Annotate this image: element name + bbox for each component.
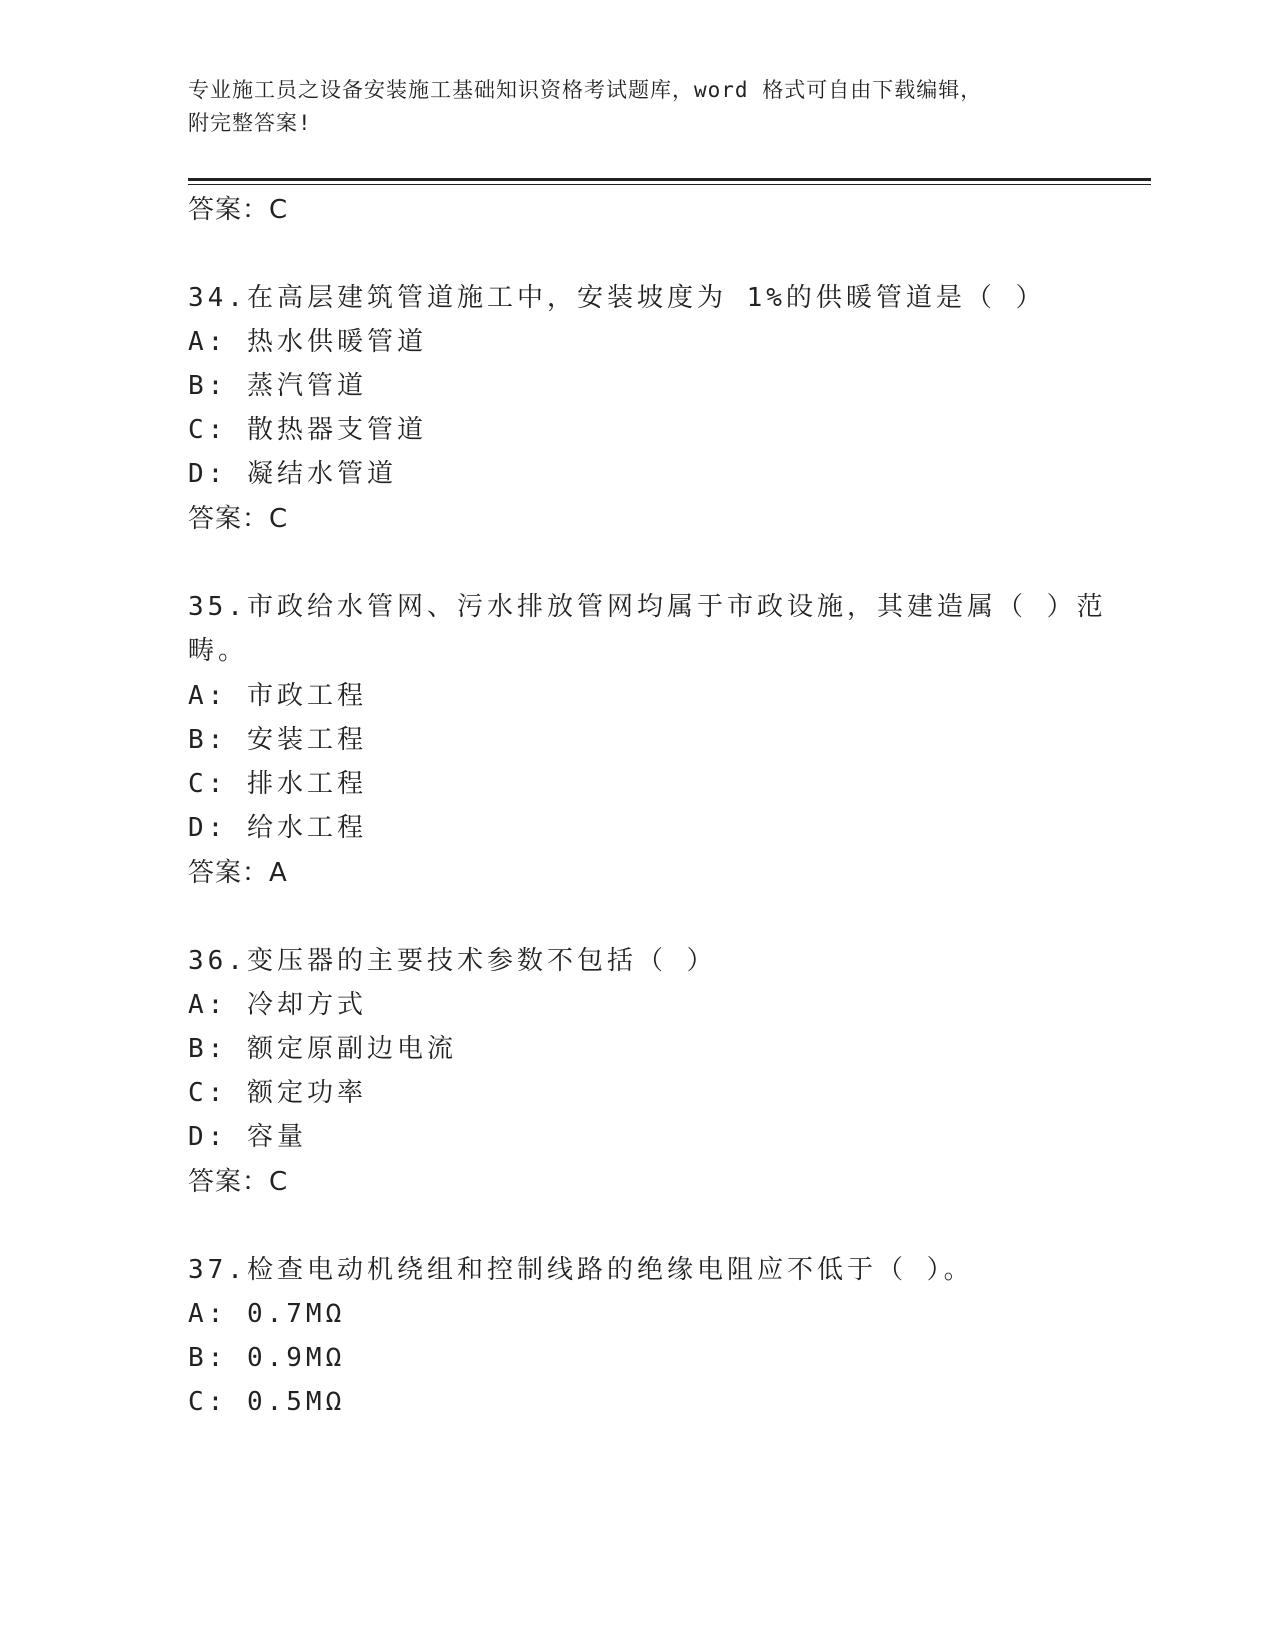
question-35-option-b: B: 安装工程 (188, 725, 367, 755)
document-header (188, 74, 1088, 140)
question-35-stem-line-1: 35.市政给水管网、污水排放管网均属于市政设施，其建造属（ ）范 (188, 592, 1107, 622)
question-35-option-a: A: 市政工程 (188, 681, 367, 711)
question-36-stem: 36.变压器的主要技术参数不包括（ ） (188, 946, 717, 976)
question-34-option-d: D: 凝结水管道 (188, 459, 397, 489)
question-36-option-a: A: 冷却方式 (188, 990, 367, 1020)
question-36-answer: 答案：C (188, 1167, 289, 1197)
question-37-option-c: C: 0.5MΩ (188, 1387, 346, 1417)
question-35-stem-line-2: 畴。 (188, 636, 249, 666)
question-37-option-b: B: 0.9MΩ (188, 1343, 346, 1373)
header-line-2: 附完整答案! (188, 111, 312, 135)
question-35-answer: 答案：A (188, 858, 288, 888)
question-34-option-c: C: 散热器支管道 (188, 415, 427, 445)
question-37-stem: 37.检查电动机绕组和控制线路的绝缘电阻应不低于（ ）。 (188, 1255, 974, 1285)
question-34-answer: 答案：C (188, 504, 289, 534)
question-35-option-d: D: 给水工程 (188, 813, 367, 843)
question-34-stem: 34.在高层建筑管道施工中，安装坡度为 1%的供暖管道是（ ） (188, 283, 1046, 313)
question-35-option-c: C: 排水工程 (188, 769, 367, 799)
question-36-option-c: C: 额定功率 (188, 1078, 367, 1108)
header-divider-thick (188, 178, 1151, 181)
header-divider-thin (188, 184, 1151, 185)
question-37-option-a: A: 0.7MΩ (188, 1299, 346, 1329)
question-34-option-b: B: 蒸汽管道 (188, 371, 367, 401)
question-36-option-d: D: 容量 (188, 1122, 307, 1152)
header-line-1: 专业施工员之设备安装施工基础知识资格考试题库，word 格式可自由下载编辑， (188, 78, 983, 102)
previous-answer: 答案：C (188, 195, 289, 225)
question-34-option-a: A: 热水供暖管道 (188, 327, 427, 357)
question-36-option-b: B: 额定原副边电流 (188, 1034, 457, 1064)
